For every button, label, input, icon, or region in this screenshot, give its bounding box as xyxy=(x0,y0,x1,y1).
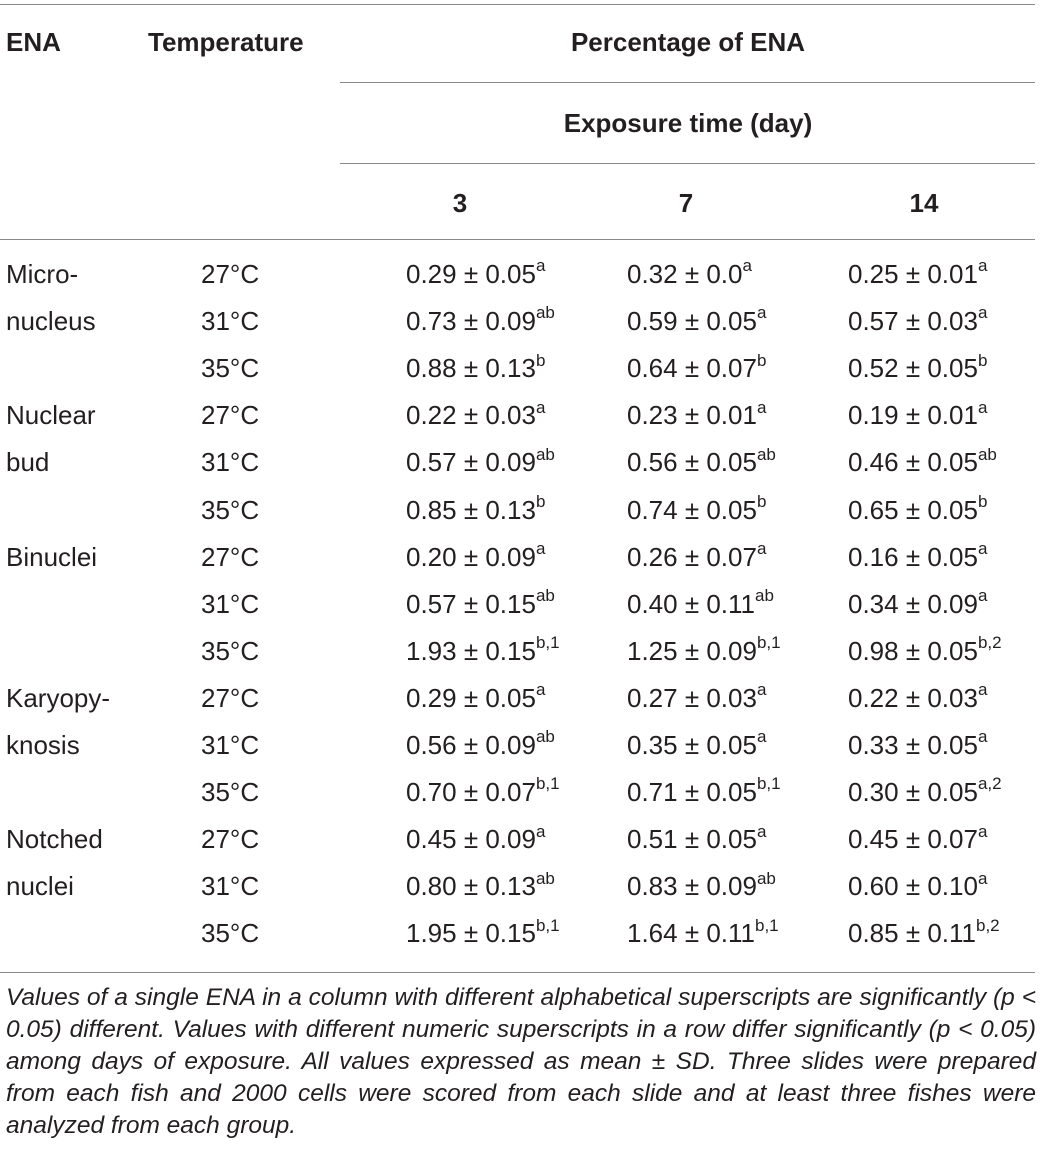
percentage-underline xyxy=(340,82,1035,83)
mean-sd-value: 0.51 ± 0.05 xyxy=(627,824,757,855)
header-exposure-time: Exposure time (day) xyxy=(563,108,813,138)
significance-superscript: b xyxy=(535,491,546,511)
value-cell xyxy=(406,350,546,384)
value-cell xyxy=(848,915,1000,949)
mean-sd-value: 0.56 ± 0.05 xyxy=(627,447,757,478)
mean-sd-value: 0.73 ± 0.09 xyxy=(406,306,536,337)
significance-superscript: a xyxy=(756,538,767,558)
mean-sd-value: 0.70 ± 0.07 xyxy=(406,777,536,808)
temperature-cell: 27°C xyxy=(201,682,260,713)
significance-superscript: ab xyxy=(535,444,555,464)
value-cell xyxy=(406,774,560,808)
header-ena: ENA xyxy=(6,27,61,57)
significance-superscript: ab xyxy=(535,727,555,747)
value-cell xyxy=(848,444,997,478)
significance-superscript: a xyxy=(977,303,988,323)
value-cell xyxy=(627,774,781,808)
mean-sd-value: 1.64 ± 0.11 xyxy=(627,918,755,949)
ena-label: Micro- xyxy=(6,259,79,289)
significance-superscript: a xyxy=(756,821,767,841)
value-cell xyxy=(406,491,546,525)
significance-superscript: a xyxy=(756,680,767,700)
value-cell xyxy=(627,680,767,713)
mean-sd-value: 0.29 ± 0.05 xyxy=(406,259,536,289)
mean-sd-value: 0.23 ± 0.01 xyxy=(627,400,757,431)
significance-superscript: a xyxy=(535,680,546,700)
value-cell xyxy=(406,586,555,619)
mean-sd-value: 0.71 ± 0.05 xyxy=(627,777,757,808)
mean-sd-value: 0.22 ± 0.03 xyxy=(406,400,536,431)
mean-sd-value: 1.25 ± 0.09 xyxy=(627,635,757,666)
significance-superscript: a xyxy=(756,727,767,747)
significance-superscript: ab xyxy=(756,868,776,888)
value-cell xyxy=(627,915,779,949)
significance-superscript: b,1 xyxy=(756,633,781,653)
value-cell xyxy=(406,256,546,289)
temperature-cell: 31°C xyxy=(201,871,260,902)
temperature-cell: 31°C xyxy=(201,588,260,619)
significance-superscript: ab xyxy=(535,868,555,888)
significance-superscript: a xyxy=(977,868,988,888)
significance-superscript: a xyxy=(977,680,988,700)
mean-sd-value: 0.20 ± 0.09 xyxy=(406,541,536,572)
mean-sd-value: 0.57 ± 0.03 xyxy=(848,306,978,337)
significance-superscript: a xyxy=(977,727,988,747)
value-cell xyxy=(848,397,988,431)
significance-superscript: ab xyxy=(755,586,774,606)
table-footnote: Values of a single ENA in a column with different alphabetical superscripts are significantly (p < 0.05) different. Values with different numeric superscripts in a row differ significantly (p < 0.05) among days of exposure. All values expressed as mean ± SD. Three slides were prepared from each fish and 2000 cells were scored from each slide and at least three fishes were analyzed from each group. xyxy=(6,984,1036,1139)
significance-superscript: a xyxy=(977,586,988,606)
mean-sd-value: 0.33 ± 0.05 xyxy=(848,730,978,760)
significance-superscript: ab xyxy=(756,444,776,464)
significance-superscript: b,1 xyxy=(756,774,781,794)
significance-superscript: a xyxy=(535,256,546,276)
value-cell xyxy=(848,256,988,289)
value-cell xyxy=(627,444,776,478)
value-cell xyxy=(406,868,555,902)
value-cell xyxy=(627,821,767,855)
significance-superscript: b,1 xyxy=(755,915,779,935)
value-cell xyxy=(627,303,767,337)
value-cell xyxy=(848,727,988,760)
mean-sd-value: 0.32 ± 0.0 xyxy=(627,259,743,289)
mean-sd-value: 0.80 ± 0.13 xyxy=(406,871,536,902)
mean-sd-value: 0.85 ± 0.13 xyxy=(406,494,536,525)
mean-sd-value: 0.60 ± 0.10 xyxy=(848,871,978,902)
value-cell xyxy=(406,303,555,337)
mean-sd-value: 0.27 ± 0.03 xyxy=(627,682,757,713)
significance-superscript: a xyxy=(535,397,546,417)
temperature-cell: 31°C xyxy=(201,447,260,478)
significance-superscript: b xyxy=(756,350,767,370)
temperature-cell: 35°C xyxy=(201,353,260,384)
ena-label: knosis xyxy=(6,730,80,760)
header-day-7: 7 xyxy=(678,188,694,218)
mean-sd-value: 0.46 ± 0.05 xyxy=(848,447,978,478)
ena-label: Nuclear xyxy=(6,400,96,431)
temperature-cell: 31°C xyxy=(201,730,260,760)
temperature-cell: 27°C xyxy=(201,259,260,289)
significance-superscript: b xyxy=(756,491,767,511)
value-cell xyxy=(627,538,767,572)
value-cell xyxy=(627,633,781,666)
value-cell xyxy=(406,444,555,478)
mean-sd-value: 0.57 ± 0.15 xyxy=(406,588,536,619)
temperature-cell: 27°C xyxy=(201,400,260,431)
value-cell xyxy=(848,491,988,525)
value-cell xyxy=(627,727,767,760)
mean-sd-value: 0.35 ± 0.05 xyxy=(627,730,757,760)
mean-sd-value: 0.64 ± 0.07 xyxy=(627,353,757,384)
exposure-underline xyxy=(340,163,1035,164)
value-cell xyxy=(848,586,988,619)
mean-sd-value: 0.85 ± 0.11 xyxy=(848,918,976,949)
value-cell xyxy=(406,727,555,760)
temperature-cell: 27°C xyxy=(201,824,260,855)
value-cell xyxy=(406,633,560,666)
value-cell xyxy=(848,868,988,902)
temperature-cell: 27°C xyxy=(201,541,260,572)
header-day-3: 3 xyxy=(452,188,468,218)
value-cell xyxy=(627,491,767,525)
mean-sd-value: 0.56 ± 0.09 xyxy=(406,730,536,760)
significance-superscript: a xyxy=(756,397,767,417)
value-cell xyxy=(848,303,988,337)
value-cell xyxy=(627,350,767,384)
significance-superscript: ab xyxy=(535,586,555,606)
temperature-cell: 31°C xyxy=(201,306,260,337)
ena-label: nucleus xyxy=(6,306,96,337)
value-cell xyxy=(848,538,988,572)
mean-sd-value: 0.65 ± 0.05 xyxy=(848,494,978,525)
significance-superscript: ab xyxy=(977,444,997,464)
mean-sd-value: 0.45 ± 0.09 xyxy=(406,824,536,855)
mean-sd-value: 0.22 ± 0.03 xyxy=(848,682,978,713)
mean-sd-value: 0.74 ± 0.05 xyxy=(627,494,757,525)
mean-sd-value: 0.30 ± 0.05 xyxy=(848,777,978,808)
mean-sd-value: 0.19 ± 0.01 xyxy=(848,400,978,431)
mean-sd-value: 0.59 ± 0.05 xyxy=(627,306,757,337)
significance-superscript: b,1 xyxy=(535,633,560,653)
ena-label: Notched xyxy=(6,824,103,855)
value-cell xyxy=(406,397,546,431)
value-cell xyxy=(406,680,546,713)
header-day-14: 14 xyxy=(909,188,939,218)
value-cell xyxy=(406,915,560,949)
significance-superscript: a xyxy=(977,397,988,417)
significance-superscript: b xyxy=(535,350,546,370)
value-cell xyxy=(848,350,988,384)
table-bottom-rule xyxy=(0,972,1035,973)
significance-superscript: a xyxy=(535,538,546,558)
significance-superscript: b xyxy=(977,491,988,511)
header-percentage: Percentage of ENA xyxy=(570,27,806,57)
value-cell xyxy=(627,397,767,431)
value-cell xyxy=(406,538,546,572)
mean-sd-value: 0.26 ± 0.07 xyxy=(627,541,757,572)
header-temperature: Temperature xyxy=(148,27,304,57)
mean-sd-value: 0.52 ± 0.05 xyxy=(848,353,978,384)
mean-sd-value: 0.40 ± 0.11 xyxy=(627,588,755,619)
significance-superscript: b xyxy=(977,350,988,370)
value-cell xyxy=(848,821,988,855)
significance-superscript: a,2 xyxy=(977,774,1002,794)
significance-superscript: ab xyxy=(535,303,555,323)
significance-superscript: a xyxy=(756,303,767,323)
value-cell xyxy=(848,633,1002,666)
ena-label: bud xyxy=(6,447,50,478)
significance-superscript: a xyxy=(977,821,988,841)
significance-superscript: a xyxy=(742,256,752,276)
mean-sd-value: 1.95 ± 0.15 xyxy=(406,918,536,949)
header-bottom-rule xyxy=(0,239,1035,240)
value-cell xyxy=(627,586,774,619)
mean-sd-value: 0.98 ± 0.05 xyxy=(848,635,978,666)
mean-sd-value: 0.16 ± 0.05 xyxy=(848,541,978,572)
significance-superscript: b,2 xyxy=(977,633,1002,653)
significance-superscript: a xyxy=(977,256,988,276)
value-cell xyxy=(848,774,1002,808)
temperature-cell: 35°C xyxy=(201,918,260,949)
significance-superscript: b,2 xyxy=(976,915,1000,935)
temperature-cell: 35°C xyxy=(201,777,260,808)
value-cell xyxy=(406,821,546,855)
mean-sd-value: 0.29 ± 0.05 xyxy=(406,682,536,713)
significance-superscript: a xyxy=(535,821,546,841)
significance-superscript: b,1 xyxy=(535,774,560,794)
mean-sd-value: 0.88 ± 0.13 xyxy=(406,353,536,384)
mean-sd-value: 0.34 ± 0.09 xyxy=(848,588,978,619)
mean-sd-value: 1.93 ± 0.15 xyxy=(406,635,536,666)
ena-label: nuclei xyxy=(6,871,74,902)
value-cell xyxy=(848,680,988,713)
mean-sd-value: 0.25 ± 0.01 xyxy=(848,259,978,289)
ena-label: Binuclei xyxy=(6,541,98,572)
top-rule xyxy=(0,4,1035,5)
temperature-cell: 35°C xyxy=(201,635,260,666)
significance-superscript: a xyxy=(977,538,988,558)
mean-sd-value: 0.45 ± 0.07 xyxy=(848,824,978,855)
value-cell xyxy=(627,256,752,289)
mean-sd-value: 0.57 ± 0.09 xyxy=(406,447,536,478)
mean-sd-value: 0.83 ± 0.09 xyxy=(627,871,757,902)
temperature-cell: 35°C xyxy=(201,494,260,525)
ena-label: Karyopy- xyxy=(6,682,111,713)
value-cell xyxy=(627,868,776,902)
significance-superscript: b,1 xyxy=(535,915,560,935)
